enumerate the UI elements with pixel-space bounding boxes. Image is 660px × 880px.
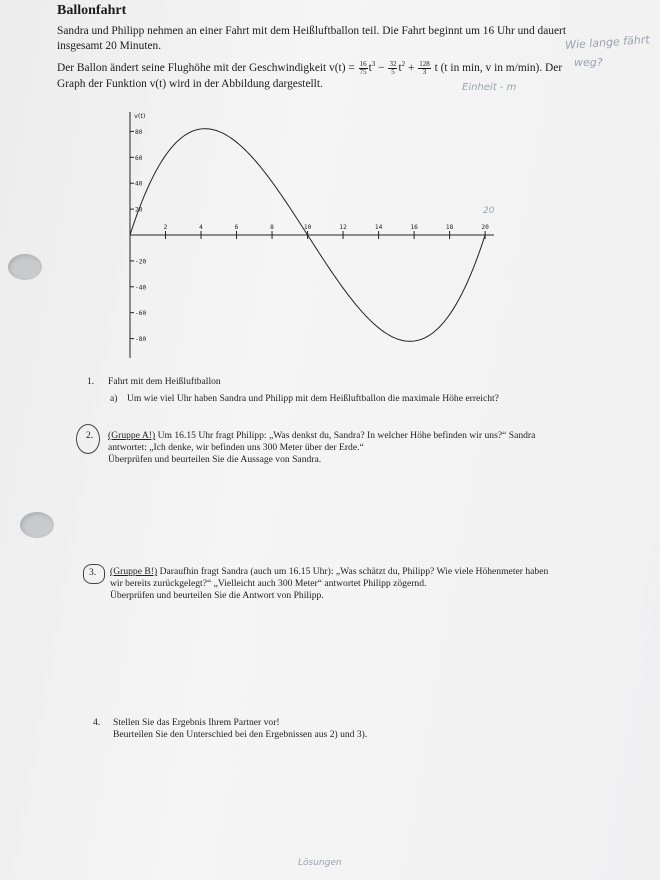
y-tick-label: -20	[135, 258, 147, 266]
y-tick-label: 20	[135, 206, 143, 214]
y-tick-label: 80	[135, 128, 143, 136]
task-3-group: (Gruppe B!)	[110, 566, 158, 577]
x-tick-label: 4	[199, 224, 203, 231]
x-tick-label: 6	[234, 224, 239, 231]
fraction-3-denominator: 3	[422, 67, 427, 76]
task-4-line-1: Stellen Sie das Ergebnis Ihrem Partner vor!	[113, 717, 280, 728]
fraction-2-denominator: 5	[391, 67, 395, 76]
fraction-2-numerator: 32	[389, 59, 397, 68]
task-2-group: (Gruppe A!)	[108, 430, 156, 441]
task-2-number: 2.	[86, 430, 94, 441]
plus-sign: +	[405, 61, 415, 74]
x-tick-label: 12	[339, 224, 347, 231]
x-tick-label: 2	[163, 224, 168, 231]
formula-units: t (t in min, v in m/min). Der	[434, 61, 563, 74]
task-1-title: Fahrt mit dem Heißluftballon	[108, 376, 221, 387]
x-tick-label: 14	[374, 224, 383, 231]
y-tick-label: 40	[135, 180, 143, 188]
formula-t: t	[398, 61, 402, 74]
fraction-1-denominator: 75	[359, 67, 367, 76]
intro-line-3	[57, 57, 577, 76]
x-tick-label: 10	[303, 224, 312, 231]
fraction-2	[388, 61, 397, 76]
task-1-number: 1.	[87, 376, 95, 387]
task-3-text	[110, 566, 570, 602]
task-2-text	[108, 430, 568, 466]
formula-t: t	[368, 61, 372, 74]
intro-line-2: insgesamt 20 Minuten.	[57, 40, 162, 52]
handwritten-note-4: 20	[483, 206, 495, 216]
x-tick-label: 20	[481, 224, 489, 231]
y-tick-label: -40	[135, 284, 147, 292]
worksheet-title: Ballonfahrt	[57, 3, 127, 18]
handwritten-note-5: Lösungen	[298, 858, 342, 868]
task-2-line-1: Um 16.15 Uhr fragt Philipp: „Was denkst du, Sandra? In welcher Höhe befinden wir uns?“ Sandra	[157, 430, 536, 441]
task-2-line-2: antwortet: „Ich denke, wir befinden uns 300 Meter über der Erde.“	[108, 442, 364, 453]
handwritten-note-2: weg?	[574, 56, 603, 69]
task-3-line-3: Überprüfen und beurteilen Sie die Antwort von Philipp.	[110, 590, 324, 601]
x-tick-label: 8	[270, 224, 274, 231]
minus-sign: −	[375, 61, 385, 74]
intro-line-4: Graph der Funktion v(t) wird in der Abbildung dargestellt.	[57, 77, 323, 90]
x-tick-label: 16	[410, 224, 418, 231]
fraction-3-numerator: 128	[419, 59, 430, 68]
punch-hole-top	[8, 254, 42, 280]
task-3-number: 3.	[89, 567, 97, 578]
handwritten-note-1: Wie lange fährt	[564, 33, 650, 52]
y-axis-label: v(t)	[134, 112, 146, 120]
task-4-text	[113, 717, 367, 741]
intro-line-1: Sandra und Philipp nehmen an einer Fahrt mit dem Heißluftballon teil. Die Fahrt beginnt um 16 Uhr und dauert	[57, 25, 566, 37]
task-3-line-1: Daraufhin fragt Sandra (auch um 16.15 Uhr): „Was schätzt du, Philipp? Wie viele Höhenmeter haben	[159, 566, 549, 577]
y-tick-label: 60	[135, 154, 143, 162]
fraction-1	[359, 61, 368, 76]
punch-hole-bottom	[20, 512, 54, 538]
velocity-formula-label: Der Ballon ändert seine Flughöhe mit der Geschwindigkeit v(t) =	[57, 61, 355, 74]
y-tick-label: -80	[135, 336, 147, 344]
task-3-line-2: wir bereits zurückgelegt?“ „Vielleicht auch 300 Meter“ antwortet Philipp zögernd.	[110, 578, 427, 589]
task-4-line-2: Beurteilen Sie den Unterschied bei den Ergebnissen aus 2) und 3).	[113, 729, 368, 740]
exponent-3: 3	[371, 60, 376, 68]
exponent-2: 2	[401, 60, 406, 68]
y-tick-label: -60	[135, 310, 147, 318]
task-2-line-3: Überprüfen und beurteilen Sie die Aussage von Sandra.	[108, 454, 322, 465]
task-4-number: 4.	[93, 717, 101, 728]
task-1a-label: a)	[110, 393, 118, 404]
x-tick-label: 18	[445, 224, 454, 231]
velocity-graph	[118, 106, 496, 364]
fraction-3	[418, 61, 431, 76]
fraction-1-numerator: 16	[359, 59, 367, 68]
handwritten-note-3: Einheit - m	[462, 82, 517, 93]
task-1a-text: Um wie viel Uhr haben Sandra und Philipp mit dem Heißluftballon die maximale Höhe erreicht?	[127, 393, 499, 404]
